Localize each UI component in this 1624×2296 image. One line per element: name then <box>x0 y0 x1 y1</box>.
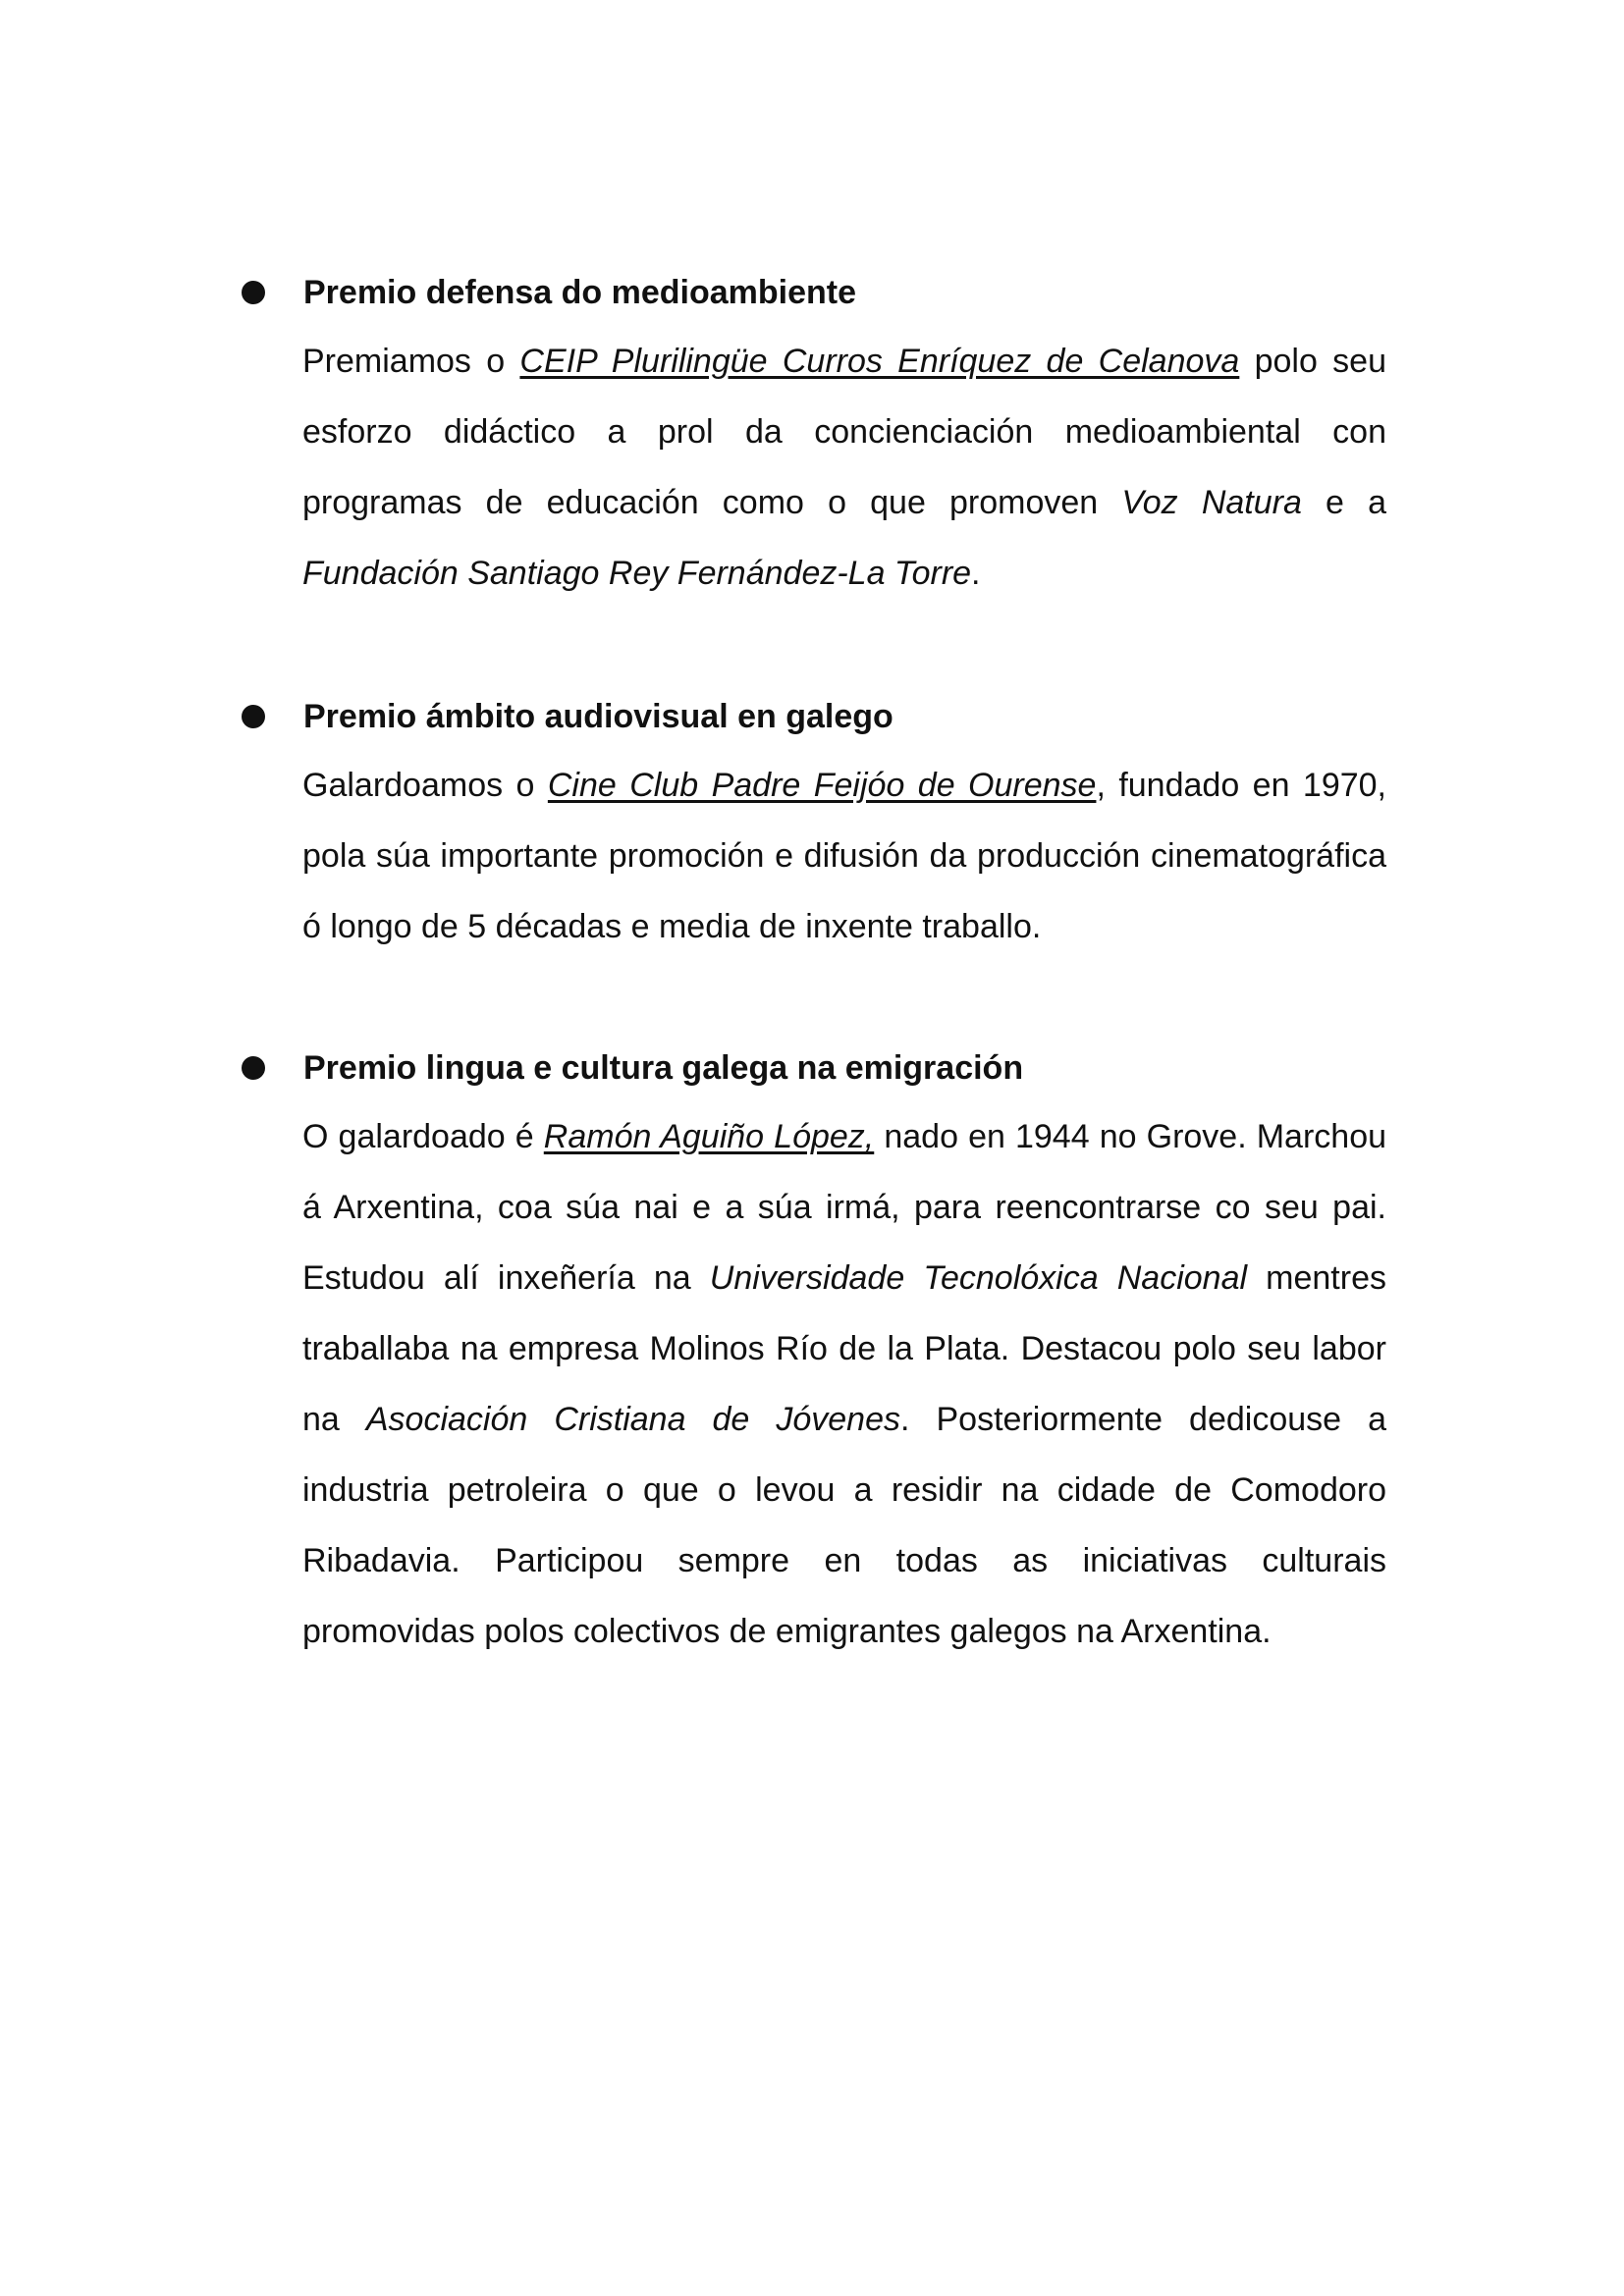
linked-name: Cine Club Padre Feijóo de Ourense <box>547 767 1097 804</box>
section-body <box>302 1101 1386 1667</box>
section-heading: Premio defensa do medioambiente <box>303 274 857 311</box>
body-text: Galardoamos o <box>302 767 548 804</box>
linked-name: CEIP Plurilingüe Curros Enríquez de Celanova <box>519 343 1240 380</box>
italic-name: Asociación Cristiana de Jóvenes <box>365 1401 900 1438</box>
body-text: Premiamos o <box>302 343 520 380</box>
underlined-name <box>519 343 1239 380</box>
bullet-icon <box>242 281 265 304</box>
body-text: mentres traballaba na empresa Molinos Río de la Plata. Destacou polo seu labor na <box>302 1259 1386 1438</box>
bullet-icon <box>242 705 265 728</box>
italic-name: Universidade Tecnolóxica Nacional <box>709 1259 1248 1297</box>
body-text: e a <box>1301 484 1386 521</box>
section-heading: Premio ámbito audiovisual en galego <box>303 698 893 735</box>
bullet-icon <box>242 1056 265 1080</box>
body-text: polo seu esforzo didáctico a prol da concienciación medioambiental con programas de educación como o que promoven <box>302 343 1386 521</box>
section-body <box>302 750 1386 962</box>
underlined-name <box>548 767 1097 804</box>
italic-name: Voz Natura <box>1121 484 1302 521</box>
body-text: . Posteriormente dedicouse a industria petroleira o que o levou a residir na cidade de Comodoro Ribadavia. Participou sempre en todas as iniciativas culturais promovidas polos colectivos de emigrantes galegos na Arxentina. <box>302 1401 1387 1650</box>
italic-name: Fundación Santiago Rey Fernández-La Torre <box>302 555 972 592</box>
section-body <box>302 326 1386 609</box>
section-heading: Premio lingua e cultura galega na emigración <box>303 1049 1024 1087</box>
body-text: nado en 1944 no Grove. Marchou á Arxentina, coa súa nai e a súa irmá, para reencontrarse co seu pai. Estudou alí inxeñería na <box>302 1118 1387 1297</box>
body-text: O galardoado é <box>302 1118 544 1155</box>
linked-name: Ramón Aguiño López, <box>543 1118 875 1155</box>
body-text: . <box>971 555 981 592</box>
underlined-name <box>544 1118 874 1155</box>
body-text: , fundado en 1970, pola súa importante promoción e difusión da producción cinematográfica ó longo de 5 décadas e media de inxente traballo. <box>302 767 1386 945</box>
